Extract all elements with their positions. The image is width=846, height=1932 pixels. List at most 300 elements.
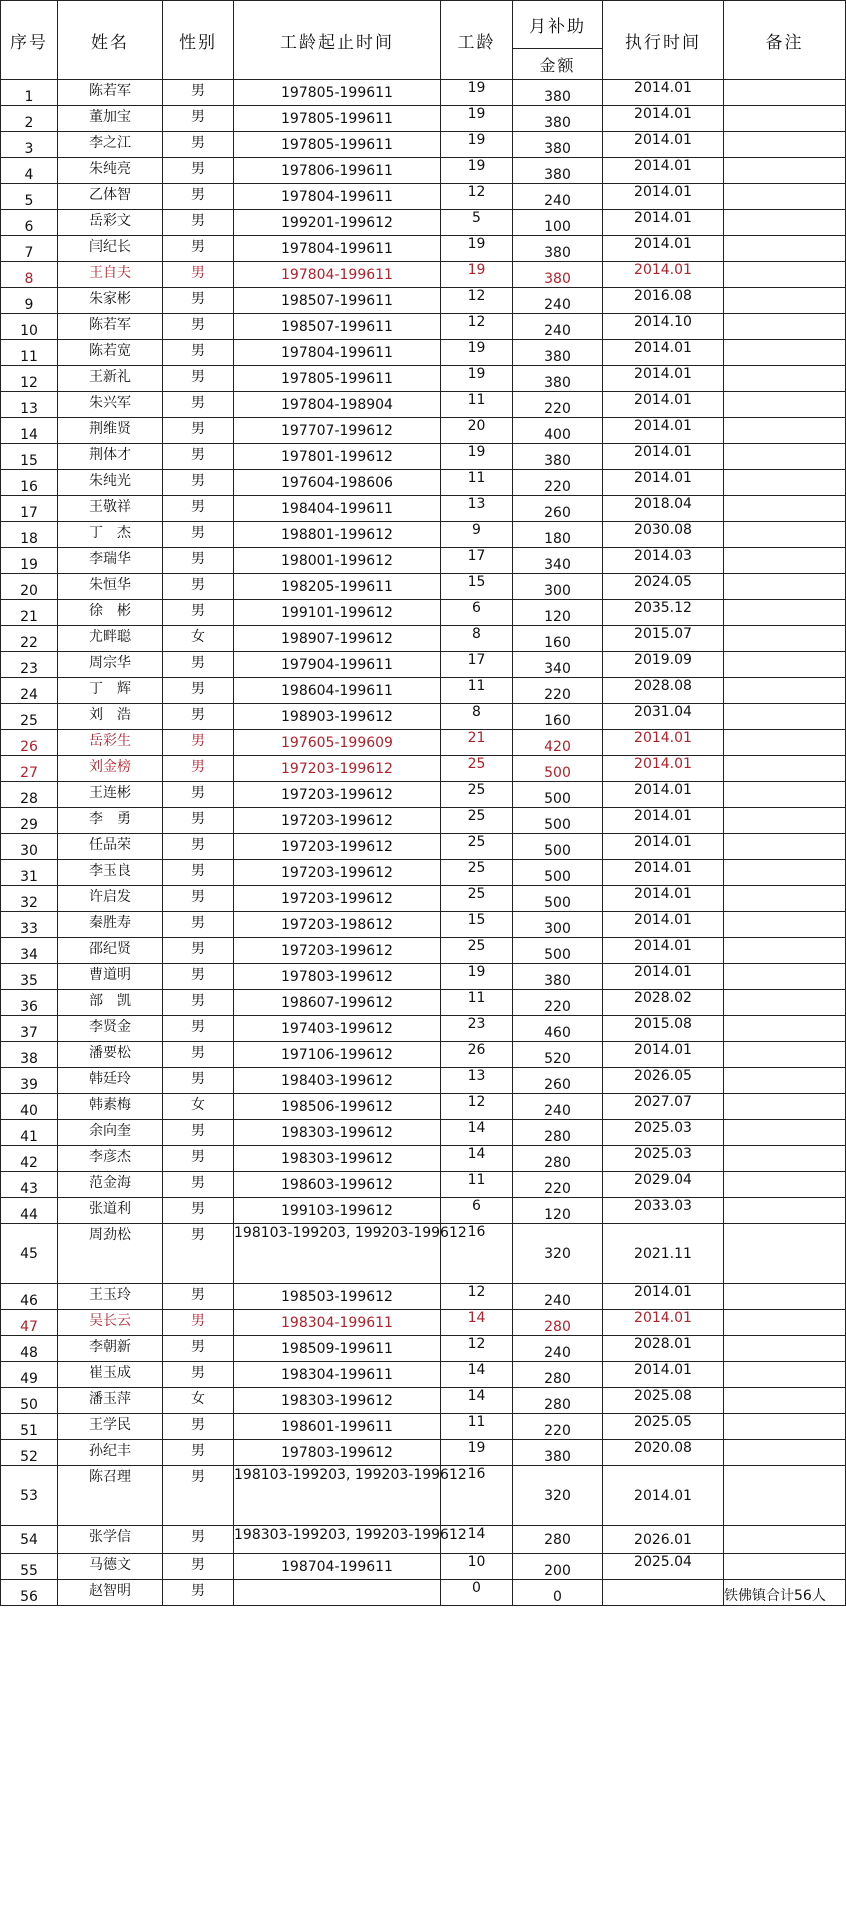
- row-amount: 380: [513, 236, 603, 262]
- row-period: 198303-199612: [234, 1146, 441, 1172]
- row-index: 8: [1, 262, 58, 288]
- row-index: 23: [1, 652, 58, 678]
- row-gender: 男: [163, 418, 234, 444]
- row-note: [724, 1362, 846, 1388]
- row-exec: 2014.01: [603, 730, 724, 756]
- row-gender: 男: [163, 782, 234, 808]
- row-note: [724, 834, 846, 860]
- row-gender: 男: [163, 1016, 234, 1042]
- row-amount: 380: [513, 262, 603, 288]
- row-exec: 2014.01: [603, 938, 724, 964]
- row-amount: 240: [513, 288, 603, 314]
- row-name: 岳彩生: [58, 730, 163, 756]
- row-exec: 2024.05: [603, 574, 724, 600]
- row-gender: 女: [163, 1388, 234, 1414]
- row-index: 18: [1, 522, 58, 548]
- row-amount: 100: [513, 210, 603, 236]
- table-row: [1, 678, 846, 704]
- row-period: 198303-199612: [234, 1120, 441, 1146]
- row-gender: 男: [163, 808, 234, 834]
- row-years: 23: [441, 1016, 513, 1042]
- row-note: [724, 366, 846, 392]
- row-gender: 男: [163, 1172, 234, 1198]
- row-years: 14: [441, 1120, 513, 1146]
- row-note: [724, 262, 846, 288]
- table-row: [1, 626, 846, 652]
- row-note: [724, 470, 846, 496]
- table-header: [1, 1, 846, 80]
- row-exec: 2016.08: [603, 288, 724, 314]
- row-exec: 2025.04: [603, 1554, 724, 1580]
- row-years: 19: [441, 1440, 513, 1466]
- table-row: [1, 1414, 846, 1440]
- row-period: 197805-199611: [234, 106, 441, 132]
- row-gender: 男: [163, 1580, 234, 1606]
- row-period: 198801-199612: [234, 522, 441, 548]
- row-name: 朱恒华: [58, 574, 163, 600]
- row-period: 197604-198606: [234, 470, 441, 496]
- row-name: 崔玉成: [58, 1362, 163, 1388]
- row-index: 38: [1, 1042, 58, 1068]
- row-note: [724, 860, 846, 886]
- row-exec: 2014.01: [603, 262, 724, 288]
- row-exec: 2014.01: [603, 236, 724, 262]
- table-row: [1, 860, 846, 886]
- row-amount: 280: [513, 1146, 603, 1172]
- row-index: 52: [1, 1440, 58, 1466]
- row-note: [724, 522, 846, 548]
- row-period: 198404-199611: [234, 496, 441, 522]
- header-amount: 金额: [513, 49, 603, 80]
- row-name: 韩素梅: [58, 1094, 163, 1120]
- row-amount: 220: [513, 392, 603, 418]
- row-years: 19: [441, 236, 513, 262]
- row-note: [724, 106, 846, 132]
- table-row: [1, 1120, 846, 1146]
- row-years: 12: [441, 1094, 513, 1120]
- row-years: 14: [441, 1526, 513, 1554]
- row-name: 荆维贤: [58, 418, 163, 444]
- row-exec: 2014.01: [603, 886, 724, 912]
- row-years: 16: [441, 1466, 513, 1526]
- row-note: [724, 1526, 846, 1554]
- row-name: 王玉玲: [58, 1284, 163, 1310]
- row-note: [724, 730, 846, 756]
- row-amount: 280: [513, 1120, 603, 1146]
- row-name: 朱纯光: [58, 470, 163, 496]
- row-years: 11: [441, 392, 513, 418]
- header-gender: 性别: [163, 1, 234, 80]
- row-years: 8: [441, 704, 513, 730]
- row-exec: 2025.05: [603, 1414, 724, 1440]
- row-note: [724, 1042, 846, 1068]
- row-note: [724, 1336, 846, 1362]
- row-years: 14: [441, 1146, 513, 1172]
- row-period: 198509-199611: [234, 1336, 441, 1362]
- row-years: 11: [441, 990, 513, 1016]
- table-row: [1, 184, 846, 210]
- row-years: 9: [441, 522, 513, 548]
- row-gender: 男: [163, 860, 234, 886]
- row-amount: 380: [513, 366, 603, 392]
- row-exec: 2014.03: [603, 548, 724, 574]
- row-name: 李玉良: [58, 860, 163, 886]
- row-years: 14: [441, 1362, 513, 1388]
- row-amount: 500: [513, 886, 603, 912]
- row-period: 197805-199611: [234, 132, 441, 158]
- row-period: 198607-199612: [234, 990, 441, 1016]
- header-exec: 执行时间: [603, 1, 724, 80]
- row-exec: 2014.01: [603, 366, 724, 392]
- row-years: 12: [441, 314, 513, 340]
- row-note: [724, 912, 846, 938]
- row-name: 王连彬: [58, 782, 163, 808]
- row-gender: 男: [163, 730, 234, 756]
- row-index: 40: [1, 1094, 58, 1120]
- row-years: 25: [441, 756, 513, 782]
- row-exec: 2026.05: [603, 1068, 724, 1094]
- row-amount: 340: [513, 652, 603, 678]
- row-period: 198001-199612: [234, 548, 441, 574]
- row-gender: 男: [163, 990, 234, 1016]
- row-period: 198603-199612: [234, 1172, 441, 1198]
- row-amount: 380: [513, 106, 603, 132]
- row-note: [724, 1310, 846, 1336]
- table-row: [1, 704, 846, 730]
- row-period: 197403-199612: [234, 1016, 441, 1042]
- row-amount: 500: [513, 808, 603, 834]
- row-name: 余向奎: [58, 1120, 163, 1146]
- row-name: 孙纪丰: [58, 1440, 163, 1466]
- row-exec: 2014.01: [603, 1284, 724, 1310]
- row-gender: 男: [163, 314, 234, 340]
- table-row: [1, 1068, 846, 1094]
- row-amount: 220: [513, 1414, 603, 1440]
- row-name: 李朝新: [58, 1336, 163, 1362]
- row-amount: 320: [513, 1224, 603, 1284]
- row-years: 25: [441, 938, 513, 964]
- row-name: 张学信: [58, 1526, 163, 1554]
- row-gender: 男: [163, 938, 234, 964]
- row-note: [724, 704, 846, 730]
- row-note: [724, 496, 846, 522]
- row-gender: 男: [163, 1526, 234, 1554]
- row-period: 197805-199611: [234, 366, 441, 392]
- row-gender: 男: [163, 886, 234, 912]
- row-period: 198503-199612: [234, 1284, 441, 1310]
- row-gender: 男: [163, 574, 234, 600]
- row-gender: 男: [163, 80, 234, 106]
- row-note: [724, 1198, 846, 1224]
- table-row: [1, 548, 846, 574]
- row-years: 19: [441, 158, 513, 184]
- row-gender: 男: [163, 1224, 234, 1284]
- row-period: 198507-199611: [234, 314, 441, 340]
- row-index: 46: [1, 1284, 58, 1310]
- row-name: 闫纪长: [58, 236, 163, 262]
- row-index: 27: [1, 756, 58, 782]
- table-row: [1, 1526, 846, 1554]
- row-name: 秦胜寿: [58, 912, 163, 938]
- row-period: 197806-199611: [234, 158, 441, 184]
- row-gender: 男: [163, 1198, 234, 1224]
- row-period: 197804-199611: [234, 236, 441, 262]
- row-exec: 2029.04: [603, 1172, 724, 1198]
- row-amount: 160: [513, 704, 603, 730]
- row-amount: 420: [513, 730, 603, 756]
- row-gender: 男: [163, 496, 234, 522]
- row-gender: 男: [163, 184, 234, 210]
- row-period: 197804-199611: [234, 340, 441, 366]
- table-row: [1, 834, 846, 860]
- row-exec: 2014.01: [603, 860, 724, 886]
- row-exec: 2015.07: [603, 626, 724, 652]
- row-amount: 340: [513, 548, 603, 574]
- row-gender: 男: [163, 132, 234, 158]
- table-row: [1, 418, 846, 444]
- row-period: 198907-199612: [234, 626, 441, 652]
- row-amount: 160: [513, 626, 603, 652]
- row-name: 韩廷玲: [58, 1068, 163, 1094]
- row-gender: 女: [163, 626, 234, 652]
- row-gender: 男: [163, 1146, 234, 1172]
- row-amount: 380: [513, 80, 603, 106]
- table-row: [1, 340, 846, 366]
- row-period: 198304-199611: [234, 1362, 441, 1388]
- row-index: 50: [1, 1388, 58, 1414]
- row-name: 尤畔聪: [58, 626, 163, 652]
- row-gender: 男: [163, 1042, 234, 1068]
- row-name: 许启发: [58, 886, 163, 912]
- row-gender: 男: [163, 262, 234, 288]
- row-note: [724, 418, 846, 444]
- row-name: 刘 浩: [58, 704, 163, 730]
- row-exec: 2014.01: [603, 964, 724, 990]
- row-exec: 2014.01: [603, 158, 724, 184]
- row-years: 11: [441, 678, 513, 704]
- row-note: [724, 1284, 846, 1310]
- row-period: 198604-199611: [234, 678, 441, 704]
- table-row: [1, 1094, 846, 1120]
- row-amount: 460: [513, 1016, 603, 1042]
- row-index: 1: [1, 80, 58, 106]
- row-index: 9: [1, 288, 58, 314]
- header-subsidy: 月补助: [513, 1, 603, 49]
- table-row: [1, 912, 846, 938]
- row-name: 丁 杰: [58, 522, 163, 548]
- row-index: 54: [1, 1526, 58, 1554]
- row-name: 董加宝: [58, 106, 163, 132]
- row-amount: 260: [513, 496, 603, 522]
- row-years: 19: [441, 106, 513, 132]
- table-row: [1, 1580, 846, 1606]
- row-index: 51: [1, 1414, 58, 1440]
- row-amount: 500: [513, 938, 603, 964]
- row-index: 12: [1, 366, 58, 392]
- row-exec: 2018.04: [603, 496, 724, 522]
- row-note: [724, 236, 846, 262]
- row-note: [724, 132, 846, 158]
- row-gender: 男: [163, 600, 234, 626]
- row-amount: 200: [513, 1554, 603, 1580]
- table-row: [1, 756, 846, 782]
- row-name: 吴长云: [58, 1310, 163, 1336]
- row-gender: 男: [163, 392, 234, 418]
- row-gender: 男: [163, 1440, 234, 1466]
- row-years: 19: [441, 132, 513, 158]
- row-note: [724, 392, 846, 418]
- table-row: [1, 886, 846, 912]
- row-amount: 380: [513, 132, 603, 158]
- table-row: [1, 1224, 846, 1284]
- row-index: 53: [1, 1466, 58, 1526]
- row-name: 王自夫: [58, 262, 163, 288]
- row-years: 0: [441, 1580, 513, 1606]
- row-amount: 380: [513, 964, 603, 990]
- table-row: [1, 990, 846, 1016]
- row-exec: 2014.01: [603, 106, 724, 132]
- table-row: [1, 1466, 846, 1526]
- row-years: 12: [441, 1336, 513, 1362]
- row-note: [724, 548, 846, 574]
- row-exec: 2014.01: [603, 756, 724, 782]
- row-exec: 2027.07: [603, 1094, 724, 1120]
- row-exec: 2019.09: [603, 652, 724, 678]
- row-period: 197904-199611: [234, 652, 441, 678]
- table-row: [1, 106, 846, 132]
- row-amount: 280: [513, 1526, 603, 1554]
- row-gender: 男: [163, 678, 234, 704]
- row-exec: 2014.01: [603, 912, 724, 938]
- row-gender: 男: [163, 548, 234, 574]
- table-row: [1, 470, 846, 496]
- row-name: 陈若军: [58, 314, 163, 340]
- row-years: 11: [441, 1172, 513, 1198]
- table-row: [1, 1336, 846, 1362]
- row-amount: 500: [513, 860, 603, 886]
- row-period: 198506-199612: [234, 1094, 441, 1120]
- table-row: [1, 210, 846, 236]
- row-gender: 男: [163, 652, 234, 678]
- row-index: 14: [1, 418, 58, 444]
- row-years: 26: [441, 1042, 513, 1068]
- table-row: [1, 938, 846, 964]
- row-years: 13: [441, 1068, 513, 1094]
- row-years: 16: [441, 1224, 513, 1284]
- row-index: 31: [1, 860, 58, 886]
- row-index: 21: [1, 600, 58, 626]
- row-index: 33: [1, 912, 58, 938]
- row-period: [234, 1580, 441, 1606]
- row-amount: 520: [513, 1042, 603, 1068]
- row-index: 22: [1, 626, 58, 652]
- row-period: 197803-199612: [234, 964, 441, 990]
- row-gender: 男: [163, 912, 234, 938]
- row-gender: 男: [163, 1310, 234, 1336]
- row-name: 曹道明: [58, 964, 163, 990]
- row-note: [724, 288, 846, 314]
- row-years: 13: [441, 496, 513, 522]
- row-period: 197203-199612: [234, 834, 441, 860]
- row-period: 197203-199612: [234, 782, 441, 808]
- row-exec: 2035.12: [603, 600, 724, 626]
- row-name: 李瑞华: [58, 548, 163, 574]
- row-index: 30: [1, 834, 58, 860]
- row-name: 李之江: [58, 132, 163, 158]
- row-name: 部 凯: [58, 990, 163, 1016]
- row-gender: 男: [163, 964, 234, 990]
- row-gender: 男: [163, 1414, 234, 1440]
- table-row: [1, 1310, 846, 1336]
- row-note: [724, 1224, 846, 1284]
- row-period: 198403-199612: [234, 1068, 441, 1094]
- row-note: [724, 1388, 846, 1414]
- row-period: 198205-199611: [234, 574, 441, 600]
- row-note: [724, 990, 846, 1016]
- row-note: [724, 1094, 846, 1120]
- row-exec: 2014.01: [603, 392, 724, 418]
- table-body: [1, 80, 846, 1606]
- row-name: 周劲松: [58, 1224, 163, 1284]
- row-index: 55: [1, 1554, 58, 1580]
- row-period: 198304-199611: [234, 1310, 441, 1336]
- table-row: [1, 444, 846, 470]
- row-index: 3: [1, 132, 58, 158]
- row-name: 陈若宽: [58, 340, 163, 366]
- row-name: 赵智明: [58, 1580, 163, 1606]
- row-name: 徐 彬: [58, 600, 163, 626]
- row-exec: 2014.01: [603, 80, 724, 106]
- row-amount: 280: [513, 1362, 603, 1388]
- row-gender: 男: [163, 834, 234, 860]
- row-years: 14: [441, 1310, 513, 1336]
- row-index: 47: [1, 1310, 58, 1336]
- table-row: [1, 496, 846, 522]
- table-row: [1, 600, 846, 626]
- row-index: 28: [1, 782, 58, 808]
- row-name: 朱兴军: [58, 392, 163, 418]
- row-note: [724, 1172, 846, 1198]
- row-exec: 2014.01: [603, 1042, 724, 1068]
- row-amount: 500: [513, 834, 603, 860]
- row-gender: 男: [163, 158, 234, 184]
- table-row: [1, 236, 846, 262]
- row-period: 199201-199612: [234, 210, 441, 236]
- row-name: 李彦杰: [58, 1146, 163, 1172]
- row-index: 25: [1, 704, 58, 730]
- row-exec: 2021.11: [603, 1224, 724, 1284]
- row-amount: 380: [513, 158, 603, 184]
- row-years: 10: [441, 1554, 513, 1580]
- row-years: 25: [441, 834, 513, 860]
- row-years: 19: [441, 444, 513, 470]
- row-years: 12: [441, 288, 513, 314]
- row-amount: 120: [513, 600, 603, 626]
- row-note: [724, 1146, 846, 1172]
- row-note: [724, 1120, 846, 1146]
- row-index: 56: [1, 1580, 58, 1606]
- row-index: 32: [1, 886, 58, 912]
- row-index: 2: [1, 106, 58, 132]
- table-row: [1, 1198, 846, 1224]
- table-row: [1, 366, 846, 392]
- row-name: 潘玉萍: [58, 1388, 163, 1414]
- header-index: 序号: [1, 1, 58, 80]
- row-years: 15: [441, 574, 513, 600]
- row-gender: 男: [163, 1554, 234, 1580]
- row-gender: 男: [163, 1362, 234, 1388]
- row-amount: 120: [513, 1198, 603, 1224]
